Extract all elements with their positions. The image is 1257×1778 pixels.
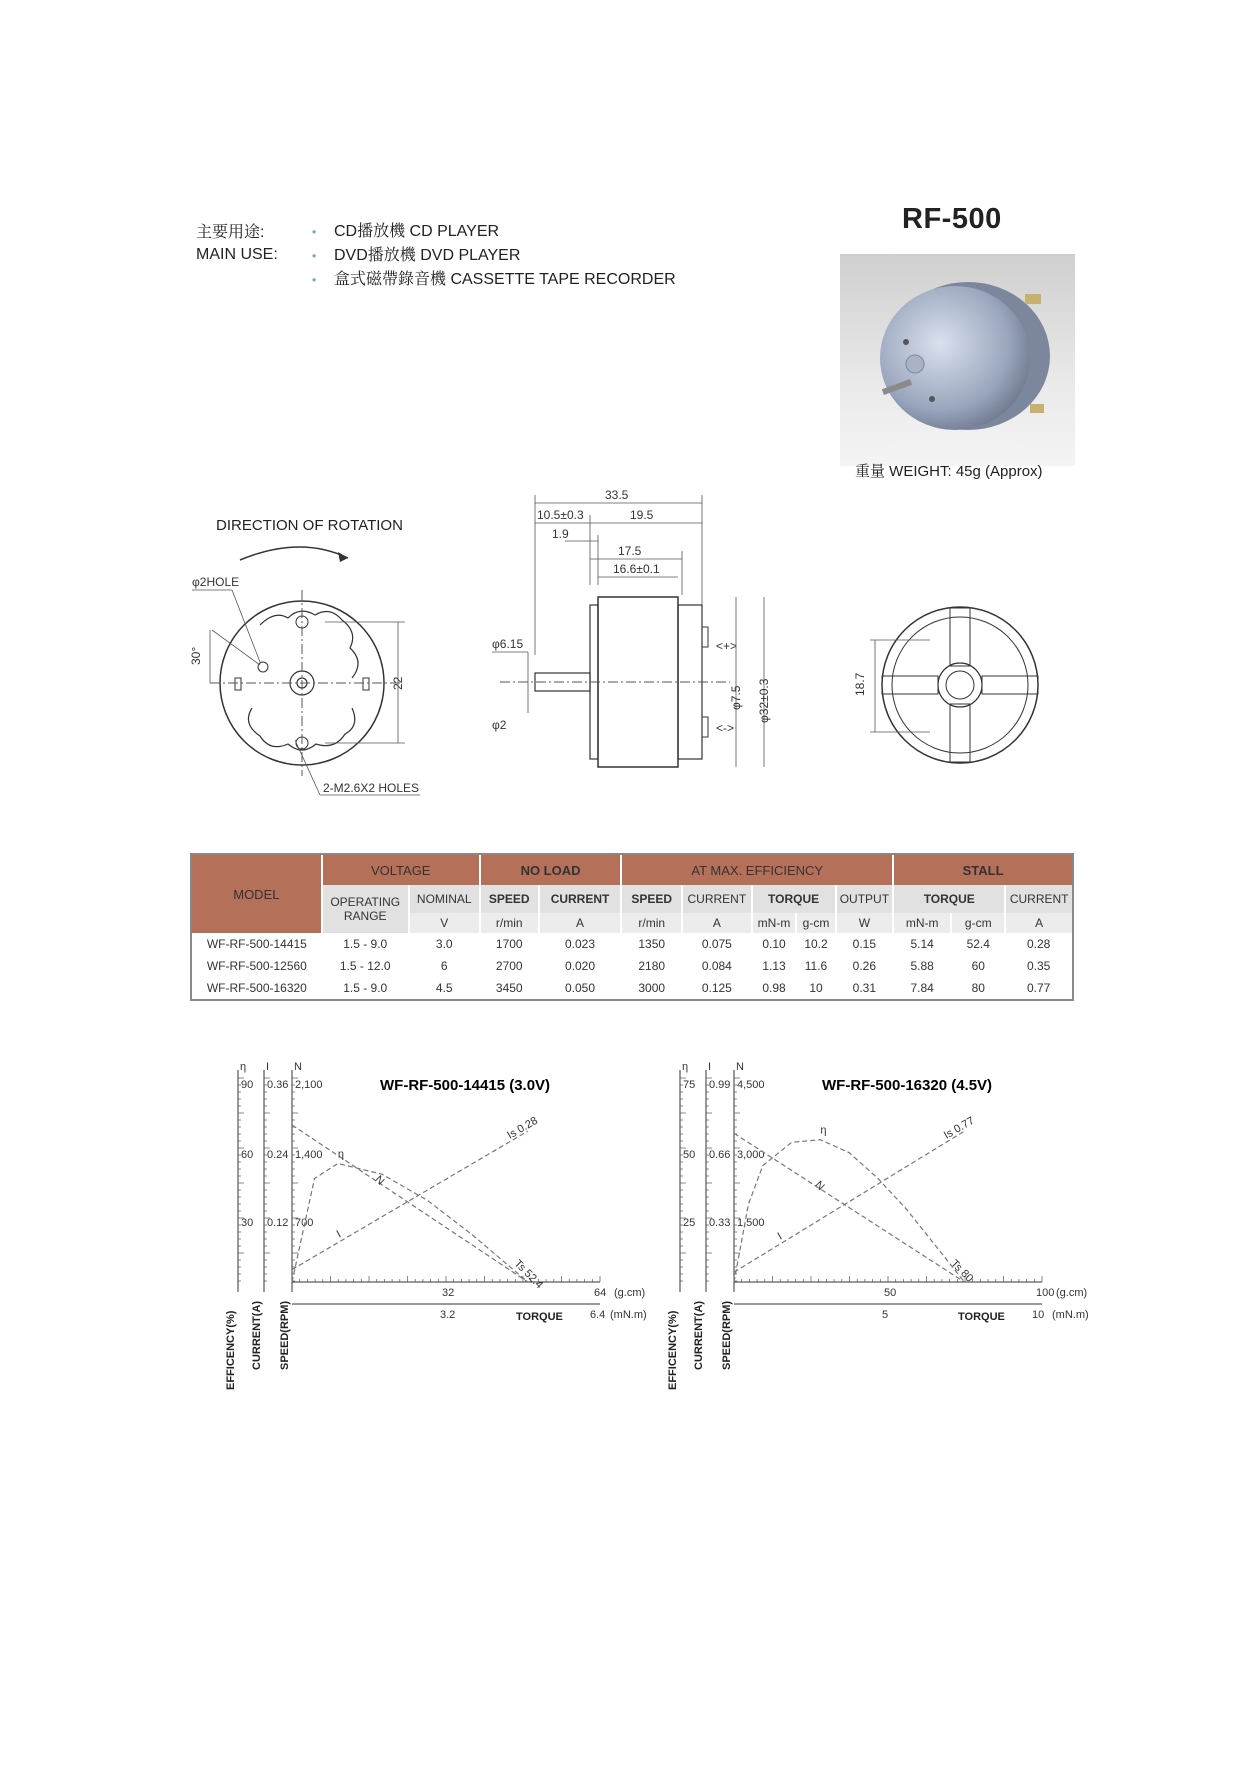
table-cell: 11.6 <box>804 959 828 973</box>
side-view-drawing <box>480 485 780 775</box>
plus-terminal: <+> <box>716 639 738 653</box>
x-mnm-end-label: 6.4 <box>590 1309 606 1321</box>
col-operating-range: OPERATING RANGE <box>322 885 409 933</box>
x-gcm-unit-label: (g.cm) <box>1056 1287 1088 1299</box>
efficiency-axis-label: EFFICENCY(%) <box>225 1310 237 1390</box>
table-cell: 10 <box>809 981 823 995</box>
unit-v: V <box>409 913 480 933</box>
efficiency-curve <box>734 1140 964 1282</box>
unit-mnm-stall: mN-m <box>893 913 951 933</box>
use-item: • DVD播放機 DVD PLAYER <box>312 244 676 268</box>
speed-tick-label: 1,400 <box>295 1149 323 1161</box>
table-cell: 80 <box>971 981 985 995</box>
efficiency-tick-label: 25 <box>683 1217 696 1229</box>
dim-33-5: 33.5 <box>605 488 629 502</box>
model-cell: WF-RF-500-16320 <box>206 981 307 995</box>
unit-w: W <box>836 913 894 933</box>
main-use-label <box>196 222 278 266</box>
speed-axis-label: SPEED(RPM) <box>279 1300 291 1370</box>
col-speed: SPEED <box>480 885 539 913</box>
col-torque-stall: TORQUE <box>893 885 1005 913</box>
speed-tick-label: 700 <box>295 1217 314 1229</box>
speed-curve <box>292 1125 528 1282</box>
main-use-label-en: MAIN USE: <box>196 246 278 263</box>
table-cell: 2700 <box>495 959 523 973</box>
table-cell: 0.125 <box>701 981 732 995</box>
x-mnm-tick-label: 5 <box>882 1309 889 1321</box>
table-cell: 6 <box>440 959 448 973</box>
table-cell: 0.28 <box>1026 937 1051 951</box>
table-cell: 0.31 <box>852 981 877 995</box>
current-tick-label: 0.33 <box>709 1217 731 1229</box>
table-cell: 3450 <box>495 981 523 995</box>
model-cell: WF-RF-500-14415 <box>206 937 307 951</box>
dim-10-5: 10.5±0.3 <box>537 508 584 522</box>
efficiency-axis-label: EFFICENCY(%) <box>667 1310 679 1390</box>
current-axis-label: CURRENT(A) <box>251 1300 263 1370</box>
model-header: MODEL <box>192 855 322 933</box>
stall-torque-annotation: Ts 80 <box>948 1257 976 1285</box>
group-stall: STALL <box>893 855 1072 885</box>
model-title: RF-500 <box>902 203 1002 235</box>
rear-view-drawing <box>850 600 1050 780</box>
unit-gcm-eff: g-cm <box>796 913 835 933</box>
efficiency-tick-label: 30 <box>241 1217 254 1229</box>
angle-30: 30° <box>189 646 203 665</box>
stall-current-annotation: Is 0.77 <box>941 1114 977 1142</box>
hole-label: φ2HOLE <box>192 575 240 589</box>
stall-current-annotation: Is 0.28 <box>505 1114 540 1142</box>
efficiency-tick-label: 90 <box>241 1079 254 1091</box>
table-cell: 3.0 <box>435 937 453 951</box>
table-cell: 0.26 <box>852 959 877 973</box>
col-output: OUTPUT <box>836 885 894 913</box>
unit-a-stall: A <box>1005 913 1072 933</box>
current-curve-label: I <box>334 1228 344 1241</box>
speed-symbol: N <box>736 1061 744 1073</box>
speed-symbol: N <box>294 1061 302 1073</box>
table-cell: 10.2 <box>804 937 828 951</box>
table-cell: 0.020 <box>565 959 596 973</box>
table-cell: 0.15 <box>852 937 877 951</box>
table-row <box>192 977 1072 999</box>
x-gcm-unit-label: (g.cm) <box>614 1287 646 1299</box>
model-cell: WF-RF-500-12560 <box>206 959 307 973</box>
efficiency-curve-label: η <box>337 1148 345 1161</box>
col-current: CURRENT <box>539 885 622 913</box>
dim-phi-32: φ32±0.3 <box>757 678 771 723</box>
unit-gcm-stall: g-cm <box>951 913 1005 933</box>
current-tick-label: 0.12 <box>267 1217 289 1229</box>
x-gcm-end-label: 100 <box>1036 1287 1055 1299</box>
dim-16-6: 16.6±0.1 <box>613 562 660 576</box>
use-item: • CD播放機 CD PLAYER <box>312 220 676 244</box>
x-axis-label: TORQUE <box>516 1311 563 1323</box>
dim-22: 22 <box>391 676 405 690</box>
efficiency-tick-label: 60 <box>241 1149 254 1161</box>
unit-rmin-eff: r/min <box>621 913 682 933</box>
x-gcm-tick-label: 50 <box>884 1287 897 1299</box>
chart-title: WF-RF-500-16320 (4.5V) <box>822 1077 993 1094</box>
stall-torque-annotation: Ts 52.4 <box>511 1257 546 1292</box>
x-mnm-end-label: 10 <box>1032 1309 1045 1321</box>
table-cell: 1.5 - 12.0 <box>339 959 391 973</box>
performance-chart-16320 <box>667 1060 1112 1390</box>
table-cell: 0.98 <box>762 981 786 995</box>
unit-rmin: r/min <box>480 913 539 933</box>
table-cell: 1.5 - 9.0 <box>343 981 388 995</box>
table-cell: 2180 <box>638 959 666 973</box>
speed-tick-label: 2,100 <box>295 1079 323 1091</box>
table-cell: 0.35 <box>1026 959 1051 973</box>
dim-17-5: 17.5 <box>618 544 642 558</box>
efficiency-symbol: η <box>682 1061 689 1073</box>
direction-of-rotation-label: DIRECTION OF ROTATION <box>216 517 403 534</box>
table-cell: 0.10 <box>762 937 786 951</box>
speed-tick-label: 3,000 <box>737 1149 765 1161</box>
group-voltage: VOLTAGE <box>322 855 480 885</box>
rotation-arrow-icon <box>240 547 348 560</box>
table-cell: 0.050 <box>565 981 596 995</box>
motor-photo-illustration <box>840 254 1075 466</box>
table-cell: 3000 <box>638 981 666 995</box>
current-curve-label: I <box>775 1230 785 1243</box>
dim-1-9: 1.9 <box>552 527 569 541</box>
holes-label: 2-M2.6X2 HOLES <box>323 781 420 795</box>
speed-tick-label: 4,500 <box>737 1079 765 1091</box>
table-cell: 0.77 <box>1026 981 1051 995</box>
dim-18-7: 18.7 <box>853 672 867 696</box>
speed-curve-label: N <box>812 1178 827 1194</box>
main-use-label-cn: 主要用途: <box>196 224 265 241</box>
efficiency-curve-label: η <box>820 1124 827 1137</box>
dim-19-5: 19.5 <box>630 508 654 522</box>
dim-phi-6-15: φ6.15 <box>492 637 524 651</box>
x-gcm-tick-label: 32 <box>442 1287 455 1299</box>
x-mnm-unit-label: (mN.m) <box>1052 1309 1089 1321</box>
unit-a-eff: A <box>682 913 751 933</box>
table-cell: 60 <box>971 959 985 973</box>
unit-mnm-eff: mN-m <box>752 913 797 933</box>
use-item: • 盒式磁帶錄音機 CASSETTE TAPE RECORDER <box>312 268 676 292</box>
table-cell: 1.13 <box>762 959 786 973</box>
table-cell: 1.5 - 9.0 <box>343 937 388 951</box>
table-cell: 4.5 <box>435 981 453 995</box>
dim-phi-2: φ2 <box>492 718 507 732</box>
table-cell: 52.4 <box>966 937 990 951</box>
efficiency-symbol: η <box>240 1061 247 1073</box>
group-max-efficiency: AT MAX. EFFICIENCY <box>621 855 893 885</box>
main-use-list <box>312 220 676 292</box>
weight-label: 重量 WEIGHT: 45g (Approx) <box>855 463 1043 480</box>
current-tick-label: 0.36 <box>267 1079 289 1091</box>
speed-curve-label: N <box>372 1173 387 1188</box>
speed-curve <box>734 1133 964 1282</box>
table-cell: 1700 <box>495 937 523 951</box>
col-torque-eff: TORQUE <box>752 885 836 913</box>
x-axis-label: TORQUE <box>958 1311 1005 1323</box>
current-tick-label: 0.66 <box>709 1149 731 1161</box>
x-mnm-tick-label: 3.2 <box>440 1309 456 1321</box>
current-axis-label: CURRENT(A) <box>693 1300 705 1370</box>
current-tick-label: 0.99 <box>709 1079 731 1091</box>
table-cell: 0.084 <box>701 959 732 973</box>
spec-table-container <box>190 853 1074 1001</box>
front-view-drawing <box>180 540 450 810</box>
spec-table-body <box>192 933 1072 999</box>
speed-tick-label: 1,500 <box>737 1217 765 1229</box>
current-tick-label: 0.24 <box>267 1149 289 1161</box>
col-current-eff: CURRENT <box>682 885 751 913</box>
col-speed-eff: SPEED <box>621 885 682 913</box>
table-cell: 5.14 <box>910 937 934 951</box>
table-row <box>192 955 1072 977</box>
dim-phi-7-5: φ7.5 <box>729 685 743 710</box>
efficiency-tick-label: 75 <box>683 1079 696 1091</box>
chart-title: WF-RF-500-14415 (3.0V) <box>380 1077 551 1094</box>
spec-table <box>192 855 1072 999</box>
table-row <box>192 933 1072 955</box>
unit-a: A <box>539 913 622 933</box>
current-symbol: I <box>708 1061 712 1073</box>
table-cell: 1350 <box>638 937 666 951</box>
current-symbol: I <box>266 1061 270 1073</box>
col-current-stall: CURRENT <box>1005 885 1072 913</box>
col-nominal: NOMINAL <box>409 885 480 913</box>
table-cell: 5.88 <box>910 959 934 973</box>
motor-photo <box>840 254 1075 466</box>
current-curve <box>292 1131 528 1269</box>
table-cell: 0.023 <box>565 937 596 951</box>
minus-terminal: <-> <box>716 721 735 735</box>
performance-chart-14415 <box>225 1060 670 1390</box>
group-no-load: NO LOAD <box>480 855 622 885</box>
x-mnm-unit-label: (mN.m) <box>610 1309 647 1321</box>
efficiency-curve <box>292 1163 528 1282</box>
efficiency-tick-label: 50 <box>683 1149 696 1161</box>
table-cell: 7.84 <box>910 981 934 995</box>
x-gcm-end-label: 64 <box>594 1287 607 1299</box>
speed-axis-label: SPEED(RPM) <box>721 1300 733 1370</box>
table-cell: 0.075 <box>701 937 732 951</box>
